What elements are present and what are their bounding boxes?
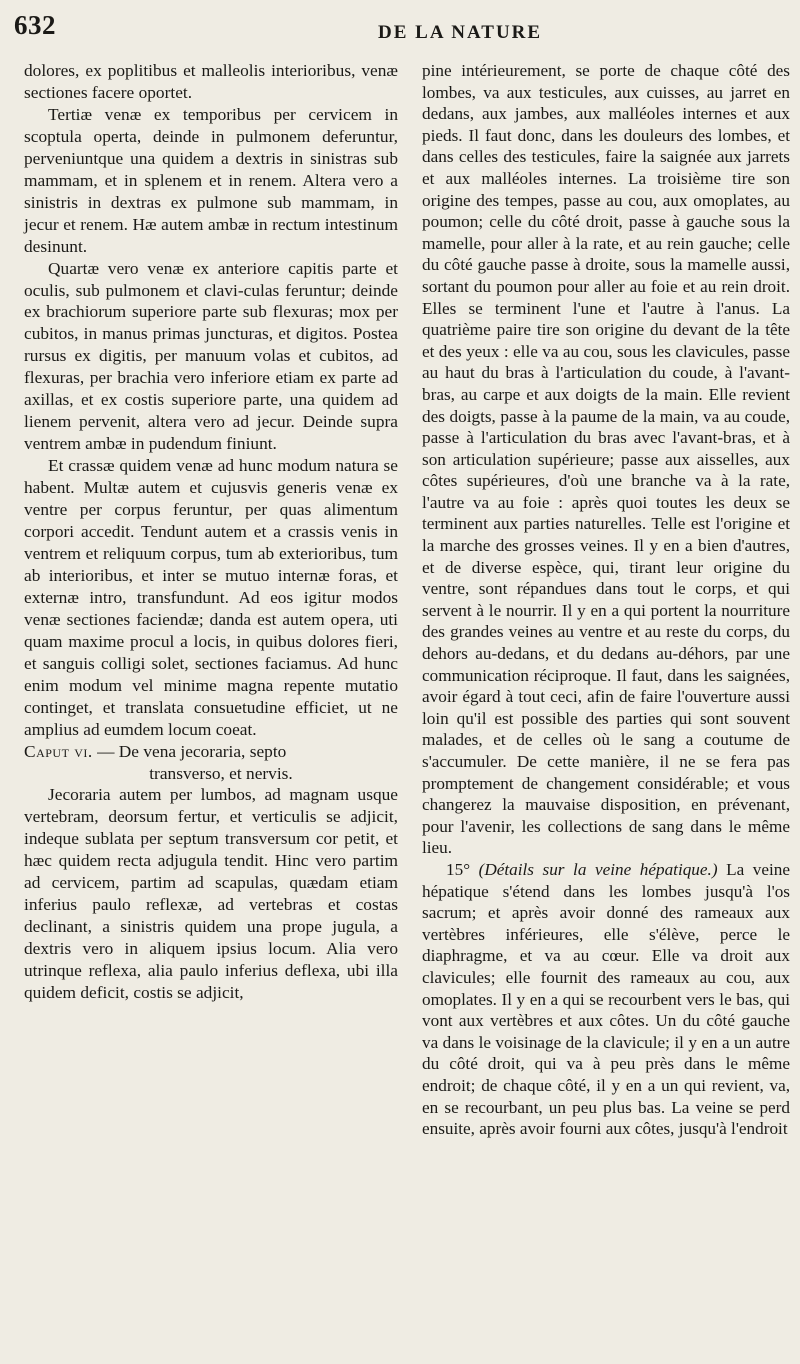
left-paragraph-4: Et crassæ quidem venæ ad hunc modum natura se habent. Multæ autem et cujusvis generis venæ ex ventre per corpus feruntur, per quas alimentum corpori accedit. Tendunt autem et a crassis venis in ventrem et reliquum corpus, tum ab exterioribus, tum ab interioribus, et inter se mutuo internæ foras, et externæ intro, transfundunt. Ad eos igitur modos venæ sectiones faciendæ; danda est autem opera, uti quam maxime procul a locis, in quibus dolores fieri, et sanguis colligi solet, sectiones faciamus. Ad hunc enim modum vel minime magna repente mutatio continget, et translata consuetudine efficiet, ut ne amplius ad eumdem locum coeat. [24, 456, 398, 739]
left-paragraph-2: Tertiæ venæ ex temporibus per cervicem in scoptula operta, deinde in pulmonem deferuntur, perveniuntque una quidem a dextris in sinistras sub mammam, et in splenem et in renem. Altera vero a sinistris in dextras ex pulmone sub mammam, in jecur et renem. Hæ autem ambæ in rectum intestinum desinunt. [24, 104, 398, 256]
left-paragraph-3: Quartæ vero venæ ex anteriore capitis parte et oculis, sub pulmonem et clavi-culas feruntur; deinde ex brachiorum superiore parte sub flexuras; mox per cubitos, in manus primas juncturas, et digitos. Postea rursus ex digitis, per manuum volas et cubitos, ad flexuras, per brachia vero inferiore etiam ex parte ad axillas, et ex costis superiore parte, una quidem ad lienem pervenit, altera vero ad jecur. Deinde supra ventrem ambæ in pudendum finiunt. [24, 258, 398, 454]
chapter-heading [24, 741, 398, 785]
right-paragraph-2 [422, 859, 790, 1140]
left-column [24, 60, 398, 1004]
left-paragraph-1: dolores, ex poplitibus et malleolis interioribus, venæ sectiones facere oportet. [24, 61, 398, 102]
chapter-title-line-1: — De vena jecoraria, septo [97, 741, 287, 761]
right-paragraph-1: pine intérieurement, se porte de chaque côté des lombes, va aux testicules, aux cuisses, au jarret en dedans, aux jambes, aux malléoles internes et aux pieds. Il faut donc, dans les douleurs des lombes, et dans celles des testicules, faire la saignée aux jarrets et aux malléoles internes. La troisième tire son origine des tempes, passe au cou, aux omoplates, au poumon; celle du côté droit, passe à gauche sous la mamelle, pour aller à la rate, et au rein gauche; celle du côté gauche passe à droite, sous la mamelle aussi, sortant du poumon pour aller au foie et au rein droit. Elles se terminent l'une et l'autre à l'anus. La quatrième paire tire son origine du devant de la tête et des yeux : elle va au cou, sous les clavicules, passe au haut du bras à l'articulation du coude, à l'avant-bras, au carpe et aux doigts de la main. Elle revient des doigts, passe à la paume de la main, va au coude, passe à l'articulation du bras avec l'avant-bras, et à son articulation supérieure; passe aux aisselles, aux côtes supérieures, d'où une branche va à la rate, l'autre va au foie : après quoi toutes les deux se terminent aux parties naturelles. Telle est l'origine et la marche des grosses veines. Il y en a bien d'autres, et de diverse espèce, qui, tirant leur origine du ventre, sont répandues dans tout le corps, et qui servent à le nourrir. Il y en a qui portent la nourriture des grandes veines au ventre et au reste du corps, du dehors au-dedans, et du dedans au-déhors, par une communication réciproque. Il faut, dans les saignées, avoir égard à tout ceci, afin de faire l'ouverture aussi loin qu'il est possible des parties qui sont souvent malades, et de celles où le sang a coutume de s'accumuler. De cette manière, il ne se fera pas promptement de changement considérable; et vous changerez la mauvaise disposition, en prévenant, pour l'avenir, les collections de sang dans le même lieu. [422, 61, 790, 858]
running-head: DE LA NATURE [378, 22, 543, 43]
right-column [422, 60, 790, 1140]
note-title: (Détails sur la veine hépatique.) [478, 859, 718, 879]
note-number: 15° [446, 859, 471, 879]
left-paragraph-5: Jecoraria autem per lumbos, ad magnam usque vertebram, deorsum fertur, et verticulis se adjicit, indeque sublata per septum transversum cor petit, et hæc quidem recta adjugula tendit. Hinc vero partim ad cervicem, partim ad scapulas, quædam etiam inferius paulo reflexæ, ad vertebras et costas declinant, a sinistris quidem una prope jugula, a dextris vero in aliquem ipsius locum. Alia vero utrinque reflexa, alia paulo inferius deflexa, ubi illa quidem deficit, costis se adjicit, [24, 785, 398, 1003]
chapter-title-line-2: transverso, et nervis. [149, 763, 293, 783]
chapter-label: Caput vi. [24, 741, 93, 761]
page-number: 632 [14, 10, 56, 40]
note-body: La veine hépatique s'étend dans les lombes jusqu'à l'os sacrum; et après avoir donné des rameaux aux vertèbres inférieures, elle s'élève, perce le diaphragme, et va au cœur. Elle va droit aux clavicules; elle fournit des rameaux au cou, aux omoplates. Il y en a qui se recourbent vers le bas, qui vont aux vertèbres et aux côtes. Un du côté gauche va dans le voisinage de la clavicule; il y en a un autre du côté droit, qui va à peu près dans le même endroit; de chaque côté, il y en a un qui revient, va, en se recourbant, un peu plus bas. La veine se perd ensuite, après avoir fourni aux côtes, jusqu'à l'endroit [422, 859, 791, 1139]
